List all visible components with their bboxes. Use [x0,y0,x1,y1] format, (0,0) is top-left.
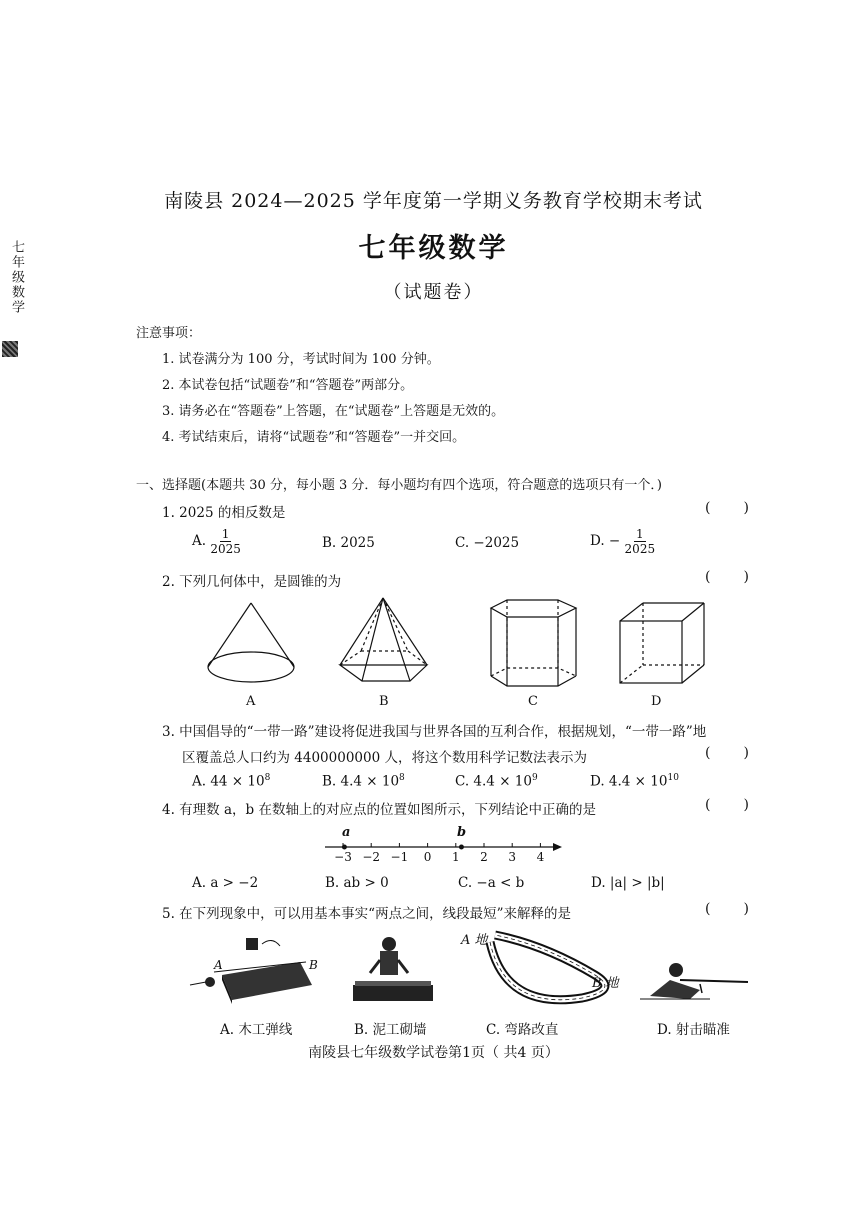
question-5-stem: 5. 在下列现象中，可以用基本事实“两点之间，线段最短”来解释的是 [162,906,571,922]
number-line-tick-label: 2 [480,850,488,864]
answer-paren-5: ( ) [705,901,749,917]
q4-option-b: B. ab > 0 [325,875,389,891]
q5-option-c: C. 弯路改直 [486,1022,559,1038]
img-c-point-2: B 地 [592,976,619,991]
question-4-stem: 4. 有理数 a，b 在数轴上的对应点的位置如图所示，下列结论中正确的是 [162,802,596,818]
number-line-tick-label: 1 [451,850,460,864]
number-line-tick-label: −1 [390,850,409,864]
notes-heading: 注意事项： [136,326,202,341]
number-line-tick-label: 4 [536,850,545,864]
q1-option-b: B. 2025 [322,535,375,551]
point-b-label: b [457,825,467,840]
number-line-tick-label: −2 [362,850,381,864]
q1-option-a: A. $\frac{1}{2025}$ [192,527,241,556]
q4-option-a: A. a > −2 [192,875,259,891]
curved-road-image [490,935,605,1000]
figure-label-d: D [651,694,662,709]
q3-option-c: C. $4.4 \times 10^9$ [455,773,538,790]
q1-option-d: D. − $\frac{1}{2025}$ [590,527,656,556]
note-item: 1. 试卷满分为 100 分，考试时间为 100 分钟。 [162,352,440,367]
q4-option-c: C. −a < b [458,875,525,891]
shooter-aiming-image [640,963,748,999]
figure-label-c: C [528,694,538,709]
q5-option-b: B. 泥工砌墙 [354,1022,427,1038]
answer-paren-4: ( ) [705,797,749,813]
point-a-label: a [342,825,351,840]
q3-option-a: A. $44 \times 10^8$ [192,773,271,790]
exam-title: 南陵县 2024—2025 学年度第一学期义务教育学校期末考试 [164,190,703,212]
number-line-tick-label: 0 [423,850,432,864]
section-heading: 一、选择题(本题共 30 分，每小题 3 分．每小题均有四个选项，符合题意的选项只有一个．) [136,478,662,493]
q4-option-d: D. |a| > |b| [591,875,665,891]
answer-paren-3: ( ) [705,745,749,761]
q3-option-d: D. $4.4 \times 10^{10}$ [590,773,679,790]
paper-type: （试题卷） [383,282,484,303]
q5-option-a: A. 木工弹线 [220,1022,293,1038]
img-a-point-1: A [214,958,223,972]
side-label: 七年级数学 [9,240,24,315]
note-item: 4. 考试结束后，请将“试题卷”和“答题卷”一并交回。 [162,430,466,445]
note-item: 2. 本试卷包括“试题卷”和“答题卷”两部分。 [162,378,414,393]
q3-option-b: B. $4.4 \times 10^8$ [322,773,405,790]
q1-option-c: C. −2025 [455,535,520,551]
figure-label-b: B [379,694,389,709]
number-line-tick-label: 3 [508,850,516,864]
q5-option-d: D. 射击瞄准 [657,1022,730,1038]
img-c-point-1: A 地 [461,933,488,948]
page-footer: 南陵县七年级数学试卷第1页（ 共4 页） [308,1045,559,1061]
question-1-stem: 1. 2025 的相反数是 [162,505,286,521]
question-3-stem-line2: 区覆盖总人口约为 4400000000 人，将这个数用科学记数法表示为 [182,750,587,766]
question-3-stem-line1: 3. 中国倡导的“一带一路”建设将促进我国与世界各国的互利合作，根据规划，“一带一路”地 [162,724,707,740]
number-line-tick-label: −3 [334,850,352,864]
subject-title: 七年级数学 [358,233,509,264]
carpenter-line-image [190,938,312,1004]
note-item: 3. 请务必在“答题卷”上答题，在“试题卷”上答题是无效的。 [162,404,505,419]
figure-label-a: A [246,694,256,709]
img-a-point-2: B [309,958,318,972]
mason-wall-image [353,937,433,1001]
question-2-stem: 2. 下列几何体中，是圆锥的为 [162,574,342,590]
answer-paren-1: ( ) [705,500,749,516]
answer-paren-2: ( ) [705,569,749,585]
